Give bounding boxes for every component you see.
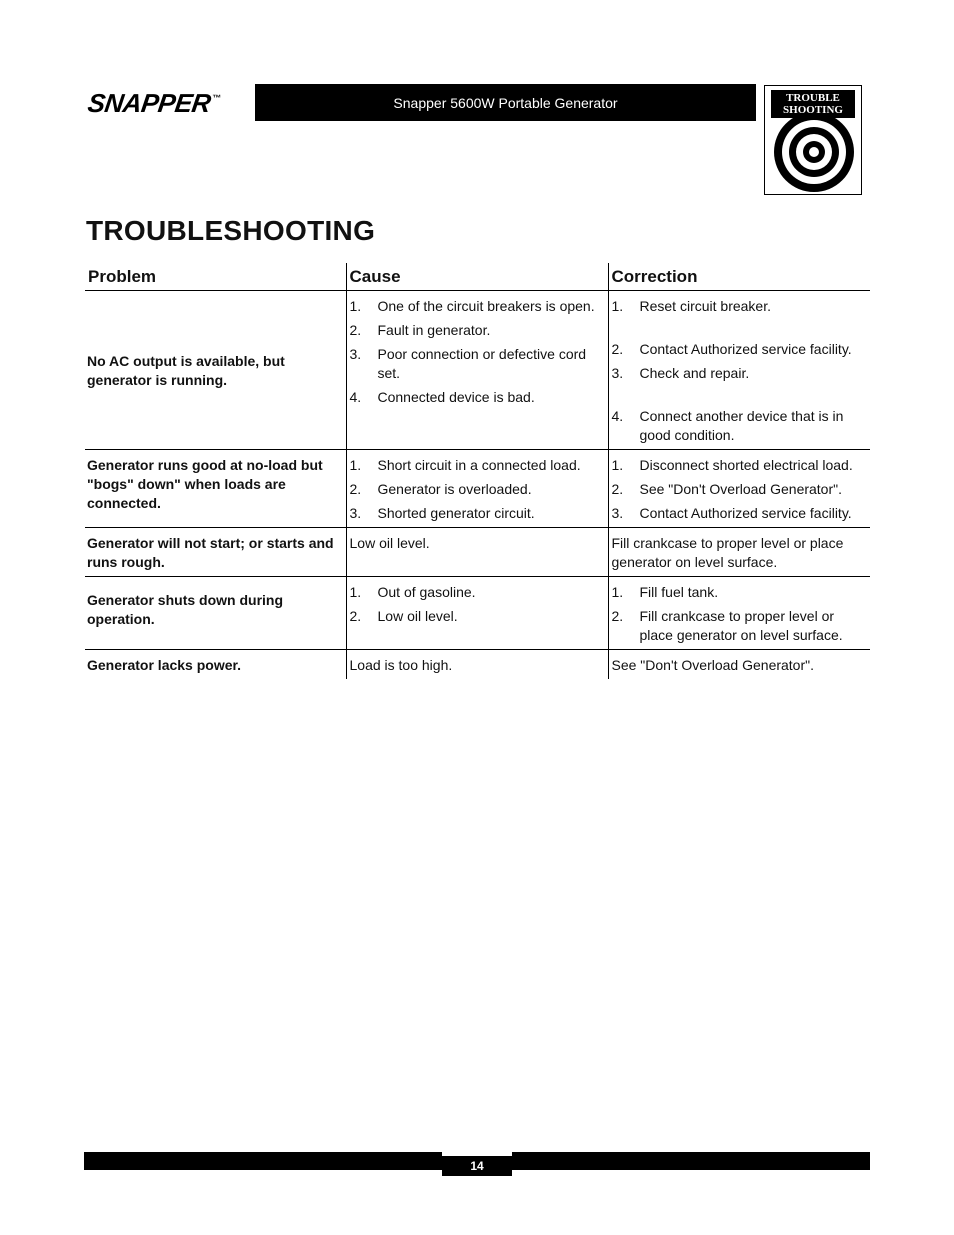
cause-cell (346, 577, 608, 650)
correction-cell (608, 291, 870, 450)
item-number: 3. (611, 365, 624, 381)
logo-text: SNAPPER (85, 87, 213, 118)
item-text: Low oil level. (377, 608, 458, 624)
table-row (85, 650, 870, 680)
table-row (85, 528, 870, 577)
header-correction: Correction (608, 263, 870, 291)
list-item (612, 456, 868, 475)
list-item (350, 607, 605, 626)
item-text: Check and repair. (639, 365, 750, 381)
item-number: 1. (349, 457, 362, 473)
problem-cell: Generator will not start; or starts and runs rough. (85, 528, 346, 577)
list-item (350, 388, 605, 407)
item-text: Disconnect shorted electrical load. (639, 457, 853, 473)
item-text: Short circuit in a connected load. (377, 457, 581, 473)
item-number: 2. (349, 481, 362, 497)
table-row (85, 291, 870, 450)
item-text: Contact Authorized service facility. (639, 505, 852, 521)
item-number: 1. (349, 584, 362, 600)
item-text: Shorted generator circuit. (377, 505, 535, 521)
table-header-row (85, 263, 870, 291)
list-item (612, 480, 868, 499)
correction-cell: See "Don't Overload Generator". (608, 650, 870, 680)
correction-cell: Fill crankcase to proper level or place generator on level surface. (608, 528, 870, 577)
badge-line-2: SHOOTING (783, 104, 843, 116)
problem-cell: Generator lacks power. (87, 657, 242, 673)
cause-cell: Load is too high. (346, 650, 608, 680)
troubleshooting-badge (764, 85, 862, 195)
list-item (612, 297, 868, 316)
list-item (612, 583, 868, 602)
badge-label (771, 90, 855, 118)
header-problem: Problem (85, 263, 346, 291)
header-title-bar (255, 84, 756, 121)
badge-line-1: TROUBLE (786, 92, 840, 104)
item-text: Fill fuel tank. (639, 584, 719, 600)
item-text: Fault in generator. (377, 322, 491, 338)
footer-bar-right (512, 1152, 870, 1170)
item-number: 2. (611, 481, 624, 497)
logo-trademark: ™ (212, 93, 222, 103)
item-text: Connect another device that is in good condition. (639, 408, 844, 443)
item-number: 4. (349, 389, 362, 405)
footer-bar-left (84, 1152, 442, 1170)
item-text: Connected device is bad. (377, 389, 535, 405)
item-number: 2. (349, 608, 362, 624)
item-number: 3. (611, 505, 624, 521)
item-number: 1. (611, 584, 624, 600)
item-number: 3. (349, 505, 362, 521)
item-number: 1. (611, 298, 624, 314)
item-text: Fill crankcase to proper level or place generator on level surface. (639, 608, 843, 643)
item-text: Reset circuit breaker. (639, 298, 771, 314)
problem-cell: Generator shuts down during operation. (85, 577, 346, 650)
item-text: Out of gasoline. (377, 584, 476, 600)
item-text: Contact Authorized service facility. (639, 341, 852, 357)
item-text: One of the circuit breakers is open. (377, 298, 595, 314)
item-number: 2. (611, 608, 624, 624)
item-number: 4. (611, 408, 624, 424)
cause-cell: Low oil level. (346, 528, 608, 577)
list-item (350, 321, 605, 340)
troubleshooting-table (85, 263, 870, 679)
cause-cell (346, 450, 608, 528)
list-item (350, 297, 605, 316)
table-row (85, 450, 870, 528)
cause-cell (346, 291, 608, 450)
list-item (612, 340, 868, 359)
item-text: Poor connection or defective cord set. (377, 346, 587, 381)
item-number: 2. (349, 322, 362, 338)
problem-cell: No AC output is available, but generator is running. (85, 291, 346, 450)
list-item (612, 407, 868, 445)
correction-cell (608, 450, 870, 528)
list-item (612, 364, 868, 383)
list-item (350, 504, 605, 523)
list-item (612, 607, 868, 645)
page-title: TROUBLESHOOTING (86, 215, 376, 246)
list-item (350, 480, 605, 499)
list-item (350, 456, 605, 475)
document-title: Snapper 5600W Portable Generator (393, 94, 618, 111)
problem-cell: Generator runs good at no-load but "bogs" down" when loads are connected. (85, 450, 346, 528)
correction-cell (608, 577, 870, 650)
list-item (350, 345, 605, 383)
page-number: 14 (442, 1156, 512, 1176)
header-cause: Cause (346, 263, 608, 291)
item-number: 2. (611, 341, 624, 357)
item-text: Generator is overloaded. (377, 481, 532, 497)
list-item (612, 504, 868, 523)
item-number: 1. (349, 298, 362, 314)
item-number: 1. (611, 457, 624, 473)
item-number: 3. (349, 346, 362, 362)
list-item (350, 583, 605, 602)
item-text: See "Don't Overload Generator". (639, 481, 842, 497)
snapper-logo (85, 86, 253, 120)
table-row (85, 577, 870, 650)
